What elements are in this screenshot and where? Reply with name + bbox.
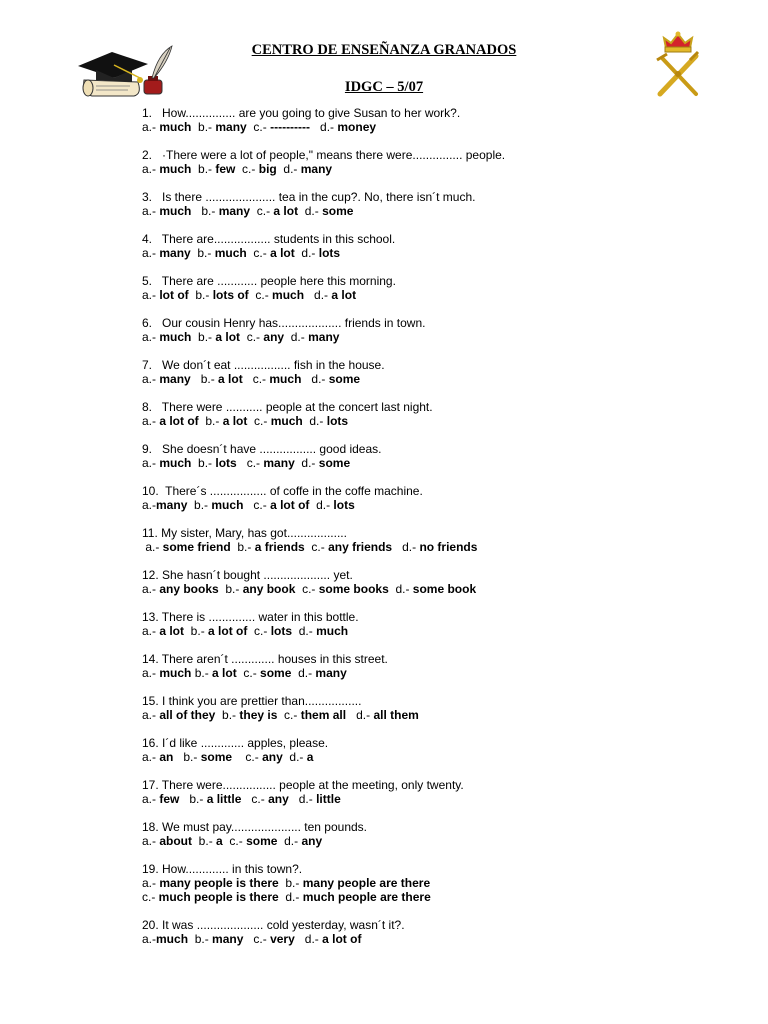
options-line <box>142 582 742 596</box>
options-line <box>142 876 742 890</box>
option-letter: c.- <box>241 792 269 806</box>
option-answer: a lot <box>218 372 243 386</box>
option-letter: c.- <box>242 372 270 386</box>
option-letter: d.- <box>392 540 420 554</box>
option-answer: some book <box>412 582 477 596</box>
option-letter: a.- <box>142 750 160 764</box>
page-title: CENTRO DE ENSEÑANZA GRANADOS <box>251 42 517 58</box>
option-letter: a.- <box>142 456 160 470</box>
option-letter: d.- <box>388 582 413 596</box>
option-answer: many <box>218 204 251 218</box>
option-answer: a little <box>206 792 242 806</box>
option-letter: c.- <box>277 708 301 722</box>
option-letter: d.- <box>294 456 319 470</box>
option-letter: a.- <box>142 624 160 638</box>
options-line <box>142 834 742 848</box>
option-answer: any books <box>159 582 219 596</box>
option-letter: b.- <box>188 932 213 946</box>
option-letter: c.- <box>247 414 271 428</box>
question-item <box>142 274 742 316</box>
option-letter: b.- <box>191 666 213 680</box>
options-line <box>142 750 742 764</box>
option-letter: b.- <box>190 246 215 260</box>
question-text: 7. We don´t eat ................. fish in the house. <box>142 358 385 372</box>
option-letter: a.- <box>142 792 160 806</box>
crown-emblem-icon <box>650 30 706 100</box>
options-line <box>142 246 742 260</box>
option-answer: big <box>258 162 277 176</box>
option-answer: few <box>215 162 236 176</box>
option-letter: a.- <box>142 834 160 848</box>
option-answer: a <box>306 750 314 764</box>
options-line <box>142 708 742 722</box>
option-answer: no friends <box>419 540 478 554</box>
option-letter: b.- <box>218 582 243 596</box>
options-line <box>142 624 742 638</box>
option-answer: many people are there <box>302 876 431 890</box>
options-line <box>142 162 742 176</box>
option-answer: a lot <box>212 666 237 680</box>
option-letter: a.- <box>142 666 160 680</box>
option-letter: d.- <box>304 288 332 302</box>
question-item <box>142 484 742 526</box>
option-letter: a.- <box>142 582 160 596</box>
option-answer: much <box>159 456 192 470</box>
option-letter: b.- <box>191 162 216 176</box>
option-letter: d.- <box>292 624 317 638</box>
page-subtitle: IDGC – 5/07 <box>344 79 424 95</box>
option-answer: a lot of <box>270 498 310 512</box>
option-letter: c.- <box>232 750 263 764</box>
question-text: 5. There are ............ people here this morning. <box>142 274 396 288</box>
option-letter: a.- <box>142 246 160 260</box>
option-letter: d.- <box>284 330 309 344</box>
option-answer: some <box>200 750 233 764</box>
option-answer: a lot <box>273 204 299 218</box>
option-letter: b.- <box>187 498 212 512</box>
option-answer: any <box>263 330 285 344</box>
option-letter: c.- <box>240 330 264 344</box>
option-answer: much <box>316 624 349 638</box>
option-answer: a lot of <box>159 414 199 428</box>
options-line <box>142 540 742 554</box>
option-letter: b.- <box>191 120 216 134</box>
option-answer: much <box>159 330 192 344</box>
option-letter: d.- <box>294 932 323 946</box>
options-line <box>142 414 742 428</box>
option-answer: any <box>268 792 289 806</box>
option-letter: d.- <box>291 666 316 680</box>
option-letter: b.- <box>188 288 213 302</box>
option-answer: lots <box>215 456 237 470</box>
option-answer: any <box>262 750 283 764</box>
question-item <box>142 358 742 400</box>
options-line <box>142 456 742 470</box>
options-line <box>142 890 742 904</box>
option-answer: much <box>159 120 192 134</box>
option-answer: many <box>315 666 347 680</box>
option-answer: them all <box>300 708 347 722</box>
question-text: 3. Is there ..................... tea in the cup?. No, there isn´t much. <box>142 190 476 204</box>
question-text: 1. How............... are you going to give Susan to her work?. <box>142 106 461 120</box>
option-letter: b.- <box>184 624 209 638</box>
question-item <box>142 106 742 148</box>
option-answer: some <box>328 372 361 386</box>
option-answer: much <box>159 162 192 176</box>
option-answer: a lot of <box>322 932 362 946</box>
option-answer: some <box>318 456 351 470</box>
option-letter: d.- <box>288 792 317 806</box>
option-letter: b.- <box>192 834 217 848</box>
option-letter: c.- <box>304 540 329 554</box>
options-line <box>142 330 742 344</box>
option-letter: b.- <box>190 372 219 386</box>
option-letter: a.- <box>142 932 157 946</box>
option-letter: c.- <box>295 582 319 596</box>
question-text: 17. There were................ people at the meeting, only twenty. <box>142 778 464 792</box>
option-answer: many <box>159 372 191 386</box>
option-answer: any <box>301 834 323 848</box>
option-answer: money <box>337 120 377 134</box>
option-letter: a.- <box>142 330 160 344</box>
option-letter: a.- <box>142 414 160 428</box>
option-letter: d.- <box>310 120 338 134</box>
option-answer: many people is there <box>159 876 279 890</box>
question-item <box>142 400 742 442</box>
option-answer: much <box>214 246 247 260</box>
question-item <box>142 918 742 960</box>
question-item <box>142 316 742 358</box>
question-text: 4. There are................. students in this school. <box>142 232 396 246</box>
option-answer: they is <box>239 708 278 722</box>
question-text: 14. There aren´t ............. houses in this street. <box>142 652 388 666</box>
option-answer: much <box>272 288 305 302</box>
option-letter: b.- <box>191 456 216 470</box>
option-letter: a.- <box>142 162 160 176</box>
question-item <box>142 862 742 918</box>
question-text: 10. There´s ................. of coffe in the coffe machine. <box>142 484 423 498</box>
option-answer: any friends <box>328 540 393 554</box>
option-answer: many <box>215 120 247 134</box>
option-answer: some <box>246 834 278 848</box>
option-letter: c.- <box>247 624 271 638</box>
question-text: 9. She doesn´t have ................. good ideas. <box>142 442 382 456</box>
option-answer: some <box>260 666 292 680</box>
option-letter: b.- <box>230 540 255 554</box>
question-item <box>142 568 742 610</box>
question-text: 20. It was .................... cold yesterday, wasn´t it?. <box>142 918 405 932</box>
option-answer: a lot of <box>208 624 248 638</box>
question-text: 19. How............. in this town?. <box>142 862 303 876</box>
question-text: 13. There is .............. water in this bottle. <box>142 610 359 624</box>
question-text: 6. Our cousin Henry has................... friends in town. <box>142 316 426 330</box>
option-letter: d.- <box>301 372 329 386</box>
option-letter: c.- <box>248 288 273 302</box>
question-text: 16. I´d like ............. apples, please. <box>142 736 329 750</box>
question-item <box>142 736 742 778</box>
option-answer: lots <box>333 498 355 512</box>
option-letter: a.- <box>142 876 160 890</box>
option-letter: c.- <box>243 932 271 946</box>
option-letter: c.- <box>142 890 159 904</box>
option-answer: ---------- <box>270 120 311 134</box>
option-letter: b.- <box>215 708 240 722</box>
option-letter: a.- <box>142 498 157 512</box>
option-letter: c.- <box>246 120 271 134</box>
option-letter: c.- <box>246 246 271 260</box>
options-line <box>142 666 742 680</box>
question-item <box>142 190 742 232</box>
option-answer: some books <box>318 582 389 596</box>
question-item <box>142 232 742 274</box>
option-letter: b.- <box>198 414 223 428</box>
question-item <box>142 652 742 694</box>
option-answer: some friend <box>162 540 231 554</box>
question-text: 12. She hasn´t bought .................... yet. <box>142 568 353 582</box>
option-letter: a.- <box>142 288 160 302</box>
option-letter: c.- <box>222 834 247 848</box>
options-line <box>142 204 742 218</box>
option-letter: d.- <box>294 246 319 260</box>
question-item <box>142 778 742 820</box>
option-letter: c.- <box>236 456 264 470</box>
option-answer: all them <box>373 708 419 722</box>
option-answer: a lot <box>270 246 295 260</box>
options-line <box>142 792 742 806</box>
option-letter: d.- <box>282 750 307 764</box>
question-list <box>142 106 742 960</box>
options-line <box>142 120 742 134</box>
question-text: 2. ·There were a lot of people," means there were............... people. <box>142 148 506 162</box>
option-answer: any book <box>242 582 296 596</box>
option-answer: a lot <box>159 624 185 638</box>
option-letter: b.- <box>191 204 219 218</box>
option-letter: d.- <box>298 204 323 218</box>
option-answer: lot of <box>159 288 189 302</box>
option-answer: much <box>270 414 303 428</box>
graduation-cap-logo-icon <box>76 44 176 102</box>
question-text: 11. My sister, Mary, has got.................. <box>142 526 347 540</box>
option-answer: much <box>156 932 189 946</box>
option-answer: a friends <box>254 540 305 554</box>
question-item <box>142 694 742 736</box>
option-letter: a.- <box>142 708 160 722</box>
question-item <box>142 610 742 652</box>
option-answer: much <box>211 498 244 512</box>
option-answer: lots <box>326 414 349 428</box>
option-letter: a.- <box>142 372 160 386</box>
option-letter: a.- <box>142 204 160 218</box>
question-text: 18. We must pay..................... ten pounds. <box>142 820 367 834</box>
option-answer: lots <box>318 246 341 260</box>
question-text: 15. I think you are prettier than................. <box>142 694 362 708</box>
option-letter: c.- <box>250 204 274 218</box>
options-line <box>142 932 742 946</box>
option-letter: b.- <box>179 792 207 806</box>
option-answer: a lot <box>331 288 357 302</box>
option-letter: c.- <box>235 162 259 176</box>
option-answer: much people is there <box>158 890 279 904</box>
option-answer: much <box>159 204 192 218</box>
question-item <box>142 820 742 862</box>
question-item <box>142 148 742 190</box>
option-answer: all of they <box>159 708 216 722</box>
options-line <box>142 498 742 512</box>
option-answer: about <box>159 834 193 848</box>
option-answer: many <box>159 246 191 260</box>
option-answer: few <box>159 792 180 806</box>
option-answer: many <box>212 932 244 946</box>
option-answer: lots of <box>212 288 249 302</box>
option-answer: an <box>159 750 174 764</box>
option-letter: d.- <box>309 498 334 512</box>
option-answer: many <box>156 498 188 512</box>
option-letter: d.- <box>346 708 374 722</box>
question-item <box>142 442 742 484</box>
option-letter: c.- <box>236 666 261 680</box>
options-line <box>142 372 742 386</box>
option-answer: much people are there <box>302 890 431 904</box>
option-answer: some <box>322 204 354 218</box>
option-answer: little <box>316 792 341 806</box>
option-letter: a.- <box>142 120 160 134</box>
option-letter: b.- <box>173 750 201 764</box>
option-answer: a lot <box>222 414 248 428</box>
option-answer: many <box>308 330 340 344</box>
option-letter: d.- <box>302 414 327 428</box>
option-answer: much <box>159 666 192 680</box>
option-answer: very <box>270 932 295 946</box>
option-letter: c.- <box>243 498 271 512</box>
options-line <box>142 288 742 302</box>
option-letter: d.- <box>276 162 301 176</box>
question-item <box>142 526 742 568</box>
option-letter: d.- <box>278 890 303 904</box>
option-answer: lots <box>270 624 293 638</box>
option-letter: b.- <box>191 330 216 344</box>
option-letter: a.- <box>142 540 163 554</box>
option-answer: a <box>216 834 223 848</box>
option-answer: much <box>269 372 302 386</box>
option-letter: d.- <box>277 834 302 848</box>
question-text: 8. There were ........... people at the concert last night. <box>142 400 433 414</box>
option-answer: many <box>263 456 295 470</box>
option-letter: b.- <box>278 876 303 890</box>
option-answer: a lot <box>215 330 241 344</box>
option-answer: many <box>300 162 333 176</box>
